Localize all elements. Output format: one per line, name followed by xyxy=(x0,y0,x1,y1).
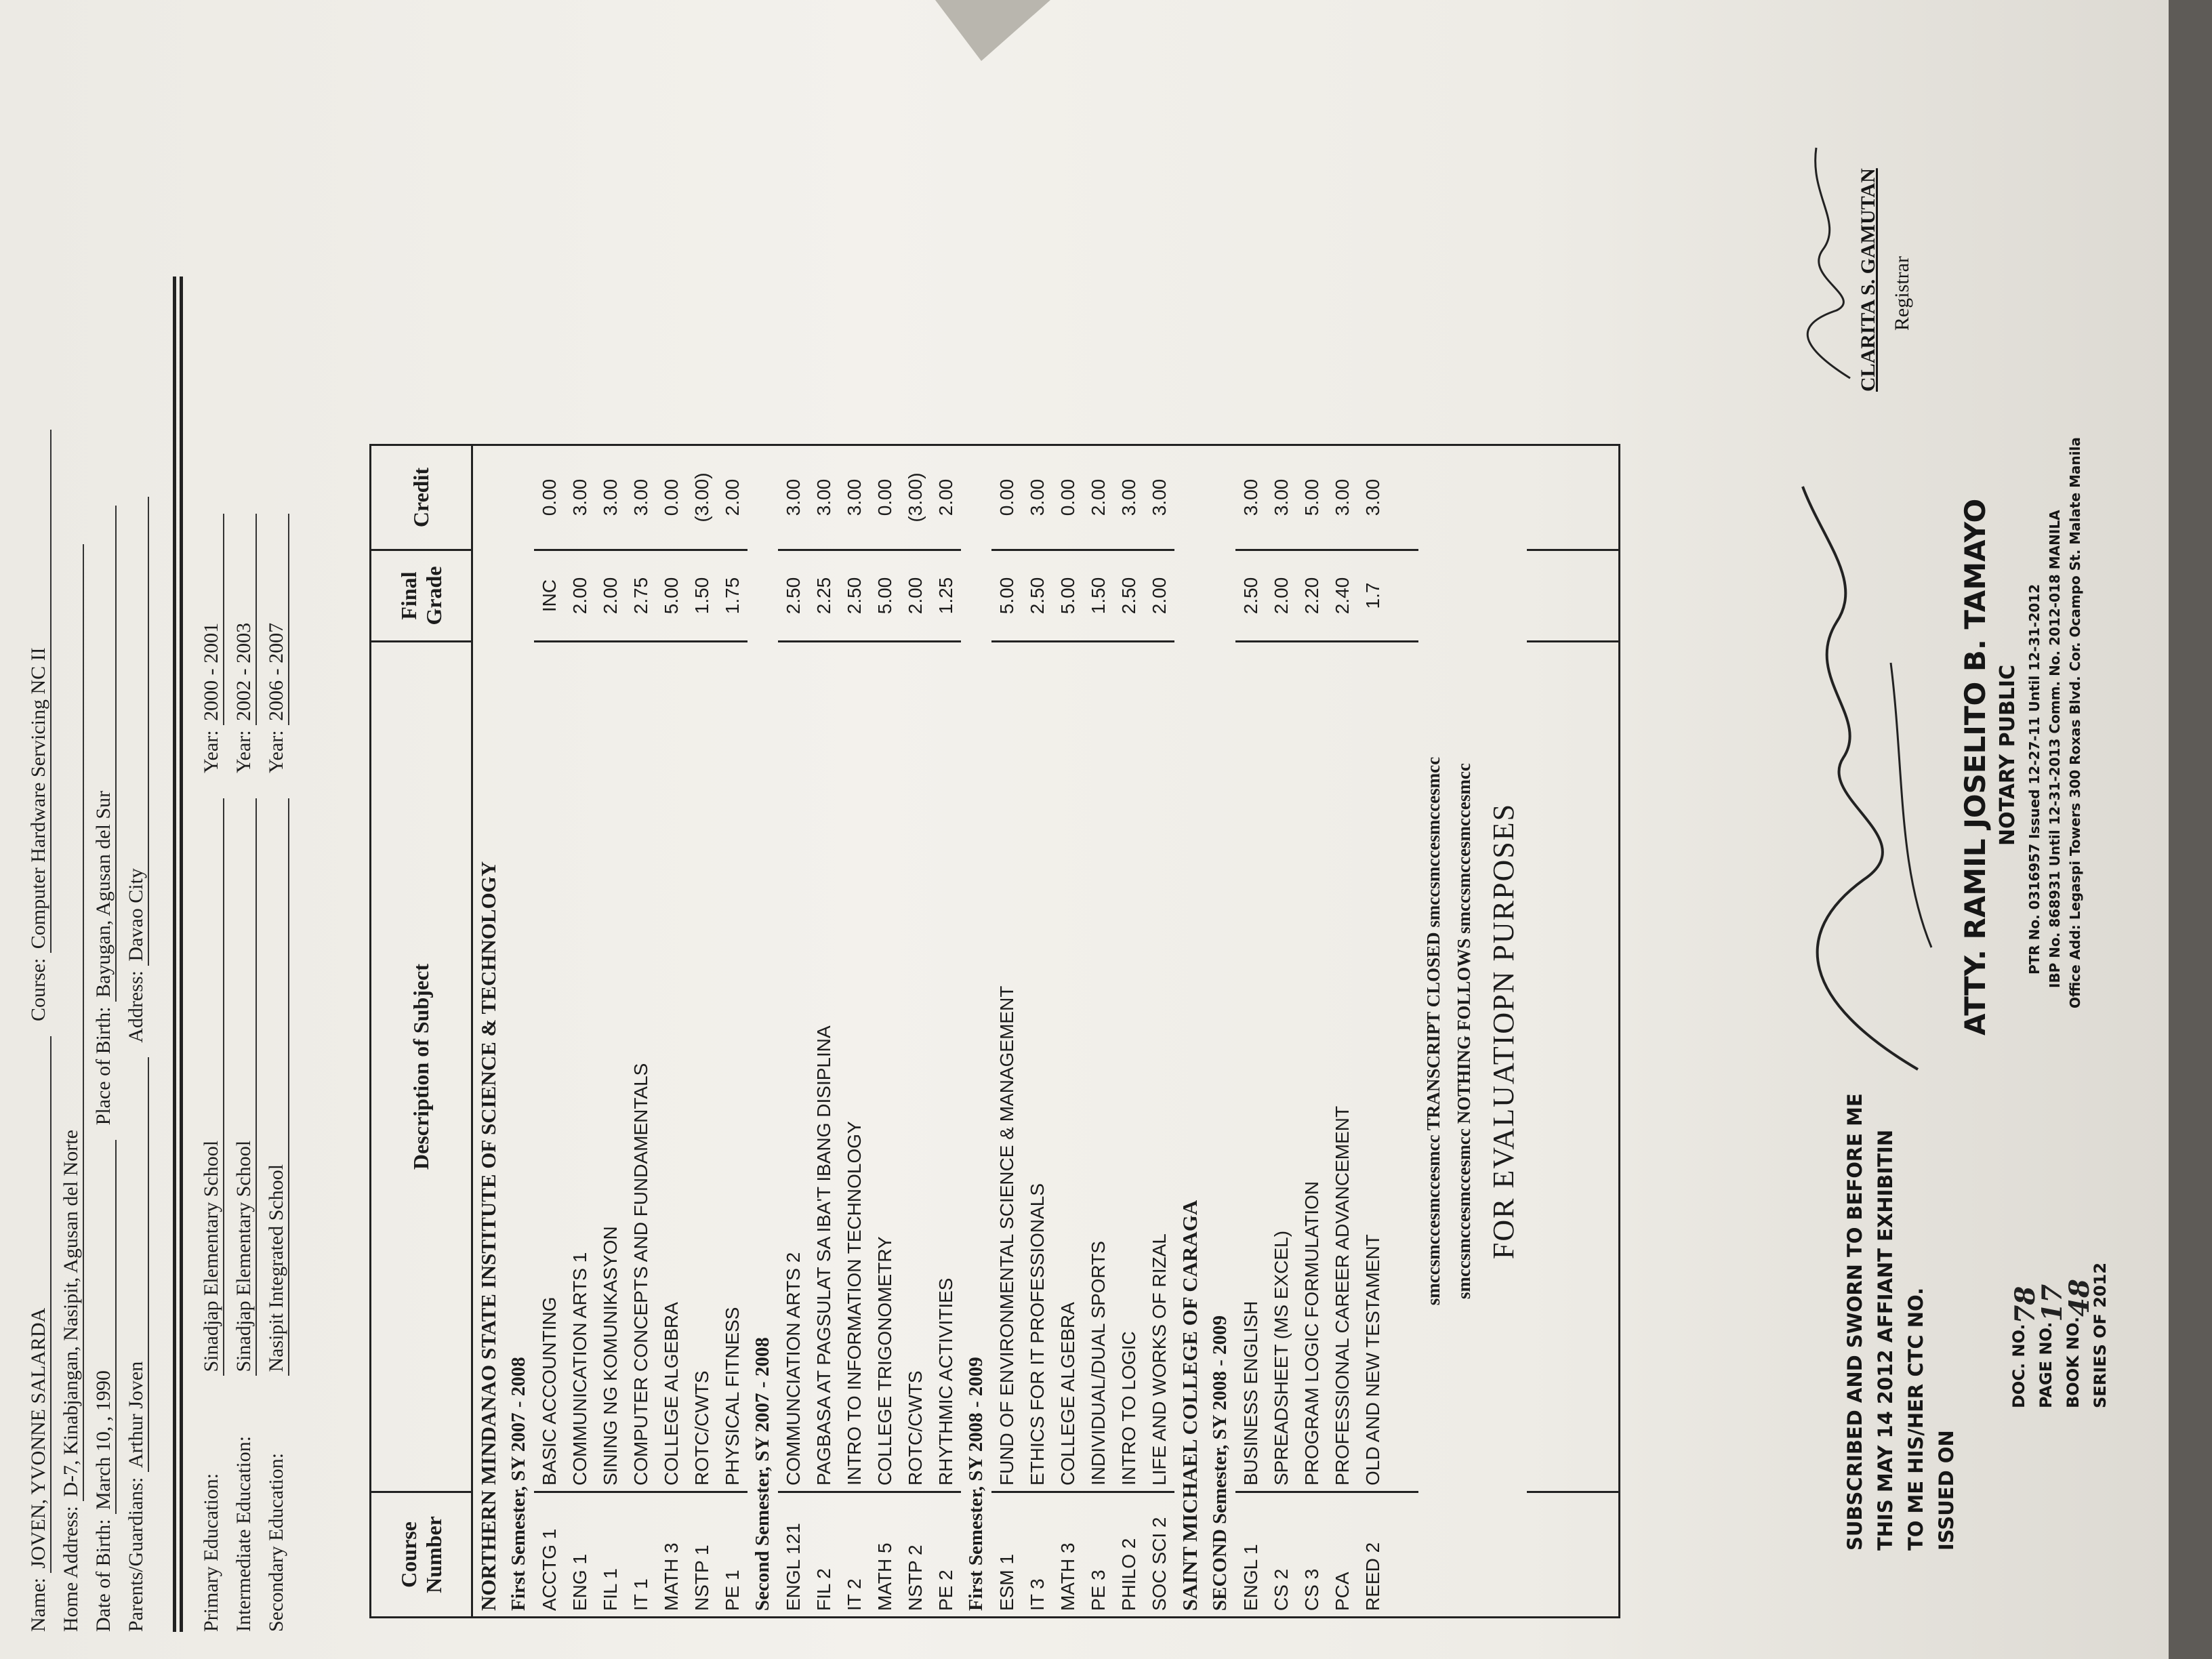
parents-line xyxy=(125,497,149,1632)
header-course-number: Course Number xyxy=(371,1492,472,1618)
home-label: Home Address: xyxy=(60,1506,82,1632)
course-description: COMPUTER CONCEPTS AND FUNDAMENTALS xyxy=(626,642,656,1492)
book-number xyxy=(2064,1279,2095,1408)
page-value: 17 xyxy=(2036,1284,2068,1322)
final-grade: 2.40 xyxy=(1327,550,1357,642)
course-code: SOC SCI 2 xyxy=(1144,1492,1174,1618)
birth-line xyxy=(92,506,117,1632)
course-description: COLLEGE ALGEBRA xyxy=(656,642,687,1492)
course-description: PROFESSIONAL CAREER ADVANCEMENT xyxy=(1327,642,1357,1492)
table-row xyxy=(717,445,747,1618)
course-code: PE 2 xyxy=(930,1492,961,1618)
table-row xyxy=(1296,445,1327,1618)
student-name: JOVEN, YVONNE SALARDA xyxy=(27,1036,52,1573)
course-description: ETHICS FOR IT PROFESSIONALS xyxy=(1022,642,1052,1492)
table-row xyxy=(656,445,687,1618)
course-description: SPREADSHEET (MS EXCEL) xyxy=(1266,642,1296,1492)
school-name: NORTHERN MINDANAO STATE INSTITUTE OF SCIENCE & TECHNOLOGY xyxy=(472,445,504,1618)
final-grade: 1.50 xyxy=(1083,550,1113,642)
course-code: IT 2 xyxy=(839,1492,869,1618)
final-grade: 5.00 xyxy=(869,550,900,642)
credit: 3.00 xyxy=(808,445,839,550)
notary-office: Office Add: Legaspi Towers 300 Roxas Blvd. Cor. Ocampo St. Malate Manila xyxy=(2067,437,2083,1008)
final-grade: 2.20 xyxy=(1296,550,1327,642)
transcript-closed-note: smccsmccesmccesmcc TRANSCRIPT CLOSED smccsmccesmccesmcc xyxy=(1418,445,1449,1618)
credit: (3.00) xyxy=(687,445,717,550)
final-grade: 5.00 xyxy=(991,550,1022,642)
table-row xyxy=(1022,445,1052,1618)
education-year: 2006 - 2007 xyxy=(265,514,289,725)
grades-table xyxy=(369,444,1620,1618)
table-header-row xyxy=(371,445,472,1618)
year-label: Year: xyxy=(200,730,222,773)
place-of-birth: Bayugan, Agusan del Sur xyxy=(92,506,117,1002)
doc-label: DOC. NO. xyxy=(2009,1324,2028,1408)
notary-signature-icon xyxy=(1762,473,1965,1083)
final-grade: INC xyxy=(534,550,565,642)
final-grade: 2.00 xyxy=(1144,550,1174,642)
course-code: ENGL 121 xyxy=(778,1492,808,1618)
education-year: 2000 - 2001 xyxy=(200,514,224,725)
table-row xyxy=(839,445,869,1618)
credit: 3.00 xyxy=(1266,445,1296,550)
final-grade: 2.25 xyxy=(808,550,839,642)
education-year: 2002 - 2003 xyxy=(232,514,257,725)
course-description: BASIC ACCOUNTING xyxy=(534,642,565,1492)
table-row xyxy=(930,445,961,1618)
course-label: Course: xyxy=(27,958,49,1022)
notary-ctc-line: TO ME HIS/HER CTC NO. xyxy=(1904,1287,1927,1551)
table-row xyxy=(1357,445,1388,1618)
course-description: PHYSICAL FITNESS xyxy=(717,642,747,1492)
table-row xyxy=(687,445,717,1618)
divider-rule xyxy=(173,276,176,1632)
credit: 3.00 xyxy=(595,445,626,550)
course-description: PAGBASA AT PAGSULAT SA IBA'T IBANG DISIPLINA xyxy=(808,642,839,1492)
course-code: NSTP 1 xyxy=(687,1492,717,1618)
education-label: Primary Education: xyxy=(200,1473,222,1632)
credit: 0.00 xyxy=(1052,445,1083,550)
table-row xyxy=(1327,445,1357,1618)
course-description: SINING NG KOMUNIKASYON xyxy=(595,642,626,1492)
final-grade: 2.00 xyxy=(900,550,930,642)
semester-row xyxy=(1205,445,1235,1618)
course-code: IT 3 xyxy=(1022,1492,1052,1618)
school-row xyxy=(472,445,504,1618)
registrar-title: Registrar xyxy=(1891,256,1913,331)
course-code: IT 1 xyxy=(626,1492,656,1618)
course-description: INDIVIDUAL/DUAL SPORTS xyxy=(1083,642,1113,1492)
final-grade: 1.25 xyxy=(930,550,961,642)
registrar-name: CLARITA S. GAMUTAN xyxy=(1857,168,1879,392)
notary-ibp: IBP No. 868931 Until 12-31-2013 Comm. No. 2012-018 MANILA xyxy=(2047,510,2063,988)
pob-label: Place of Birth: xyxy=(92,1006,115,1126)
education-row xyxy=(232,514,257,1632)
notary-sworn-line: SUBSCRIBED AND SWORN TO BEFORE ME xyxy=(1843,1093,1866,1551)
table-row xyxy=(869,445,900,1618)
notary-title: NOTARY PUBLIC xyxy=(1996,664,2020,846)
address-label: Address: xyxy=(125,970,147,1043)
name-line xyxy=(27,430,52,1632)
course-code: MATH 3 xyxy=(656,1492,687,1618)
final-grade: 2.50 xyxy=(1113,550,1144,642)
page-label: PAGE NO. xyxy=(2036,1322,2055,1408)
series-label: SERIES OF 2012 xyxy=(2091,1262,2110,1408)
table-row xyxy=(565,445,595,1618)
course-code: PHILO 2 xyxy=(1113,1492,1144,1618)
final-grade: 2.50 xyxy=(1022,550,1052,642)
table-row xyxy=(1113,445,1144,1618)
semester-label: SECOND Semester, SY 2008 - 2009 xyxy=(1205,445,1235,1618)
semester-row xyxy=(504,445,534,1618)
table-row xyxy=(1266,445,1296,1618)
credit: 3.00 xyxy=(839,445,869,550)
education-school: Sinadjap Elementary School xyxy=(232,799,257,1376)
credit: 3.00 xyxy=(778,445,808,550)
course-code: PE 1 xyxy=(717,1492,747,1618)
student-course: Computer Hardware Servicing NC II xyxy=(27,430,52,953)
credit: 3.00 xyxy=(1022,445,1052,550)
school-name: SAINT MICHAEL COLLEGE OF CARAGA xyxy=(1174,445,1205,1618)
final-grade: 2.50 xyxy=(839,550,869,642)
course-code: ESM 1 xyxy=(991,1492,1022,1618)
course-description: PROGRAM LOGIC FORMULATION xyxy=(1296,642,1327,1492)
blank-row xyxy=(1557,445,1588,1618)
notary-ptr: PTR No. 0316957 Issued 12-27-11 Until 12-31-2012 xyxy=(2026,583,2043,975)
credit: 3.00 xyxy=(1357,445,1388,550)
course-description: COLLEGE ALGEBRA xyxy=(1052,642,1083,1492)
purpose-row xyxy=(1479,445,1527,1618)
final-grade: 5.00 xyxy=(1052,550,1083,642)
final-grade: 2.00 xyxy=(595,550,626,642)
course-code: MATH 3 xyxy=(1052,1492,1083,1618)
year-label: Year: xyxy=(265,730,287,773)
education-school: Sinadjap Elementary School xyxy=(200,799,224,1376)
credit: (3.00) xyxy=(900,445,930,550)
home-address: D-7, Kinabjangan, Nasipit, Agusan del Norte xyxy=(60,544,84,1501)
course-code: CS 2 xyxy=(1266,1492,1296,1618)
table-row xyxy=(900,445,930,1618)
table-row xyxy=(1144,445,1174,1618)
credit: 2.00 xyxy=(717,445,747,550)
book-label: BOOK NO. xyxy=(2064,1316,2083,1408)
course-code: PCA xyxy=(1327,1492,1357,1618)
table-row xyxy=(534,445,565,1618)
credit: 3.00 xyxy=(565,445,595,550)
blank-row xyxy=(1588,445,1620,1618)
credit: 3.00 xyxy=(1144,445,1174,550)
notary-issued-line: ISSUED ON xyxy=(1935,1430,1958,1551)
credit: 0.00 xyxy=(869,445,900,550)
table-row xyxy=(1235,445,1266,1618)
final-grade: 2.00 xyxy=(565,550,595,642)
education-row xyxy=(265,514,289,1632)
parents-name: Arthur Joven xyxy=(125,1057,149,1472)
course-description: OLD AND NEW TESTAMENT xyxy=(1357,642,1388,1492)
credit: 3.00 xyxy=(1235,445,1266,550)
course-description: COLLEGE TRIGONOMETRY xyxy=(869,642,900,1492)
credit: 3.00 xyxy=(626,445,656,550)
parents-label: Parents/Guardians: xyxy=(125,1477,147,1632)
parents-address: Davao City xyxy=(125,497,149,966)
doc-value: 78 xyxy=(2009,1286,2041,1324)
final-grade: 2.50 xyxy=(1235,550,1266,642)
course-code: ENG 1 xyxy=(565,1492,595,1618)
page-number xyxy=(2036,1284,2068,1409)
education-row xyxy=(200,514,224,1632)
divider-rule xyxy=(180,276,183,1632)
final-grade: 1.7 xyxy=(1357,550,1388,642)
course-description: LIFE AND WORKS OF RIZAL xyxy=(1144,642,1174,1492)
course-code: NSTP 2 xyxy=(900,1492,930,1618)
evaluation-purpose: FOR EVALUATIOPN PURPOSES xyxy=(1479,445,1527,1618)
table-row xyxy=(1083,445,1113,1618)
course-code: ACCTG 1 xyxy=(534,1492,565,1618)
closing-row xyxy=(1449,445,1479,1618)
final-grade: 5.00 xyxy=(656,550,687,642)
table-row xyxy=(626,445,656,1618)
semester-label: First Semester, SY 2008 - 2009 xyxy=(961,445,991,1618)
semester-label: Second Semester, SY 2007 - 2008 xyxy=(747,445,778,1618)
course-description: FUND OF ENVIRONMENTAL SCIENCE & MANAGEMENT xyxy=(991,642,1022,1492)
book-value: 48 xyxy=(2064,1279,2095,1317)
credit: 0.00 xyxy=(534,445,565,550)
course-code: PE 3 xyxy=(1083,1492,1113,1618)
doc-number xyxy=(2009,1286,2041,1409)
course-code: REED 2 xyxy=(1357,1492,1388,1618)
semester-label: First Semester, SY 2007 - 2008 xyxy=(504,445,534,1618)
table-row xyxy=(778,445,808,1618)
notary-date-line: THIS MAY 14 2012 AFFIANT EXHIBITIN xyxy=(1874,1129,1897,1551)
course-description: RHYTHMIC ACTIVITIES xyxy=(930,642,961,1492)
course-description: INTRO TO INFORMATION TECHNOLOGY xyxy=(839,642,869,1492)
course-code: MATH 5 xyxy=(869,1492,900,1618)
home-line xyxy=(60,544,84,1632)
credit: 0.00 xyxy=(991,445,1022,550)
blank-row xyxy=(1388,445,1418,1618)
date-of-birth: March 10, , 1990 xyxy=(92,1140,117,1514)
blank-row xyxy=(1527,445,1557,1618)
education-label: Secondary Education: xyxy=(265,1452,287,1632)
header-description: Description of Subject xyxy=(371,642,472,1492)
year-label: Year: xyxy=(232,730,255,773)
final-grade: 2.00 xyxy=(1266,550,1296,642)
nothing-follows-note: smccsmccesmccesmcc NOTHING FOLLOWS smccsmccesmccesmcc xyxy=(1449,445,1479,1618)
course-description: COMMUNCIATION ARTS 2 xyxy=(778,642,808,1492)
credit: 0.00 xyxy=(656,445,687,550)
course-description: ROTC/CWTS xyxy=(687,642,717,1492)
header-credit: Credit xyxy=(371,445,472,550)
course-description: ROTC/CWTS xyxy=(900,642,930,1492)
course-code: FIL 1 xyxy=(595,1492,626,1618)
credit: 2.00 xyxy=(930,445,961,550)
course-code: FIL 2 xyxy=(808,1492,839,1618)
table-row xyxy=(808,445,839,1618)
header-final-grade: Final Grade xyxy=(371,550,472,642)
final-grade: 2.75 xyxy=(626,550,656,642)
final-grade: 1.50 xyxy=(687,550,717,642)
semester-row xyxy=(747,445,778,1618)
credit: 3.00 xyxy=(1327,445,1357,550)
credit: 5.00 xyxy=(1296,445,1327,550)
registrar-signature-icon xyxy=(1789,141,1870,385)
notary-name: ATTY. RAMIL JOSELITO B. TAMAYO xyxy=(1959,498,1992,1036)
semester-row xyxy=(961,445,991,1618)
table-row xyxy=(595,445,626,1618)
dob-label: Date of Birth: xyxy=(92,1519,115,1632)
course-description: INTRO TO LOGIC xyxy=(1113,642,1144,1492)
credit: 2.00 xyxy=(1083,445,1113,550)
course-description: BUSINESS ENGLISH xyxy=(1235,642,1266,1492)
table-row xyxy=(991,445,1022,1618)
school-row xyxy=(1174,445,1205,1618)
name-label: Name: xyxy=(27,1578,49,1632)
course-description: COMMUNICATION ARTS 1 xyxy=(565,642,595,1492)
credit: 3.00 xyxy=(1113,445,1144,550)
table-row xyxy=(1052,445,1083,1618)
closing-row xyxy=(1418,445,1449,1618)
final-grade: 2.50 xyxy=(778,550,808,642)
final-grade: 1.75 xyxy=(717,550,747,642)
education-school: Nasipit Integrated School xyxy=(265,799,289,1376)
course-code: ENGL 1 xyxy=(1235,1492,1266,1618)
course-code: CS 3 xyxy=(1296,1492,1327,1618)
education-label: Intermediate Education: xyxy=(232,1435,255,1632)
